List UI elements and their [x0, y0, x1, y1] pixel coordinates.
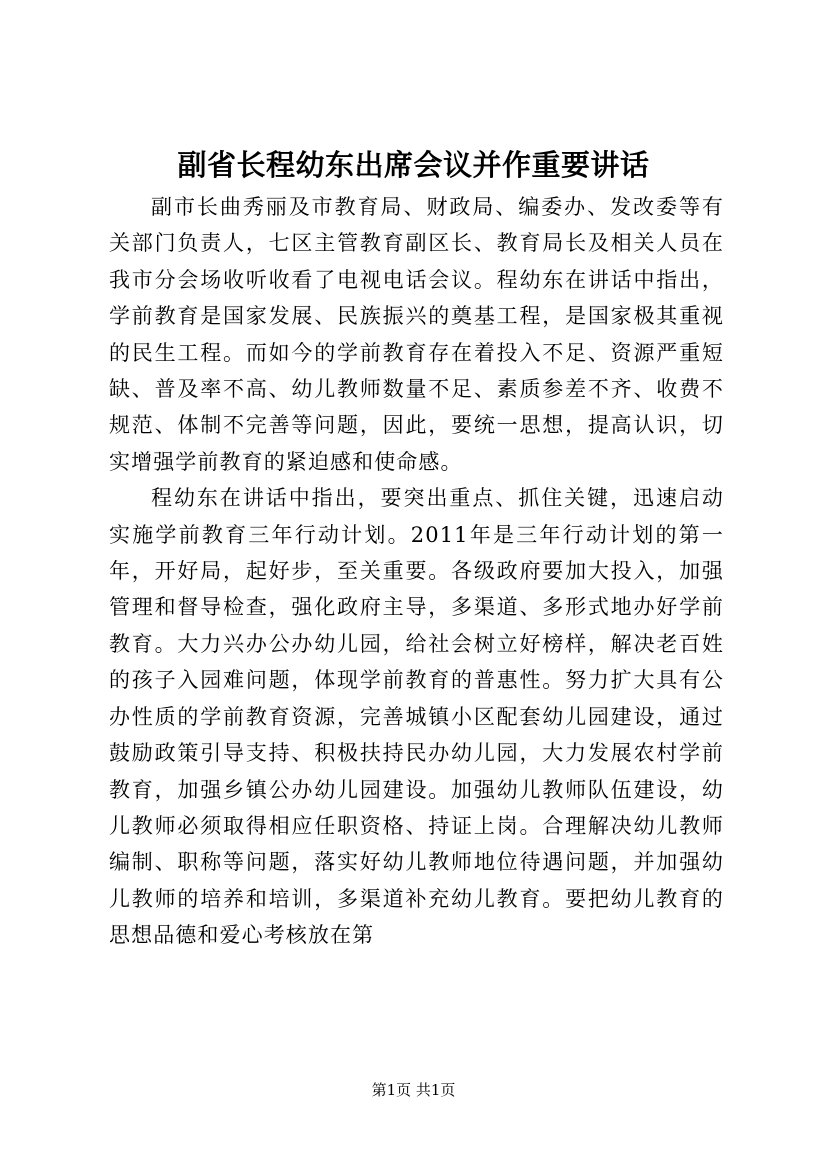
document-body: [109, 189, 724, 954]
document-title: 副省长程幼东出席会议并作重要讲话: [177, 148, 650, 182]
body-paragraph-2: 程幼东在讲话中指出，要突出重点、抓住关键，迅速启动实施学前教育三年行动计划。2011年是三年行动计划的第一年，开好局，起好步，至关重要。各级政府要加大投入，加强管理和督导检查，强化政府主导，多渠道、多形式地办好学前教育。大力兴办公办幼儿园，给社会树立好榜样，解决老百姓的孩子入园难问题，体现学前教育的普惠性。努力扩大具有公办性质的学前教育资源，完善城镇小区配套幼儿园建设，通过鼓励政策引导支持、积极扶持民办幼儿园，大力发展农村学前教育，加强乡镇公办幼儿园建设。加强幼儿教师队伍建设，幼儿教师必须取得相应任职资格、持证上岗。合理解决幼儿教师编制、职称等问题，落实好幼儿教师地位待遇问题，并加强幼儿教师的培养和培训，多渠道补充幼儿教育。要把幼儿教育的思想品德和爱心考核放在第: [109, 486, 724, 948]
page-number-footer: 第1页 共1页: [371, 1081, 456, 1099]
body-paragraph-1: 副市长曲秀丽及市教育局、财政局、编委办、发改委等有关部门负责人，七区主管教育副区长、教育局长及相关人员在我市分会场收听收看了电视电话会议。程幼东在讲话中指出，学前教育是国家发展、民族振兴的奠基工程，是国家极其重视的民生工程。而如今的学前教育存在着投入不足、资源严重短缺、普及率不高、幼儿教师数量不足、素质参差不齐、收费不规范、体制不完善等问题，因此，要统一思想，提高认识，切实增强学前教育的紧迫感和使命感。: [109, 195, 724, 474]
